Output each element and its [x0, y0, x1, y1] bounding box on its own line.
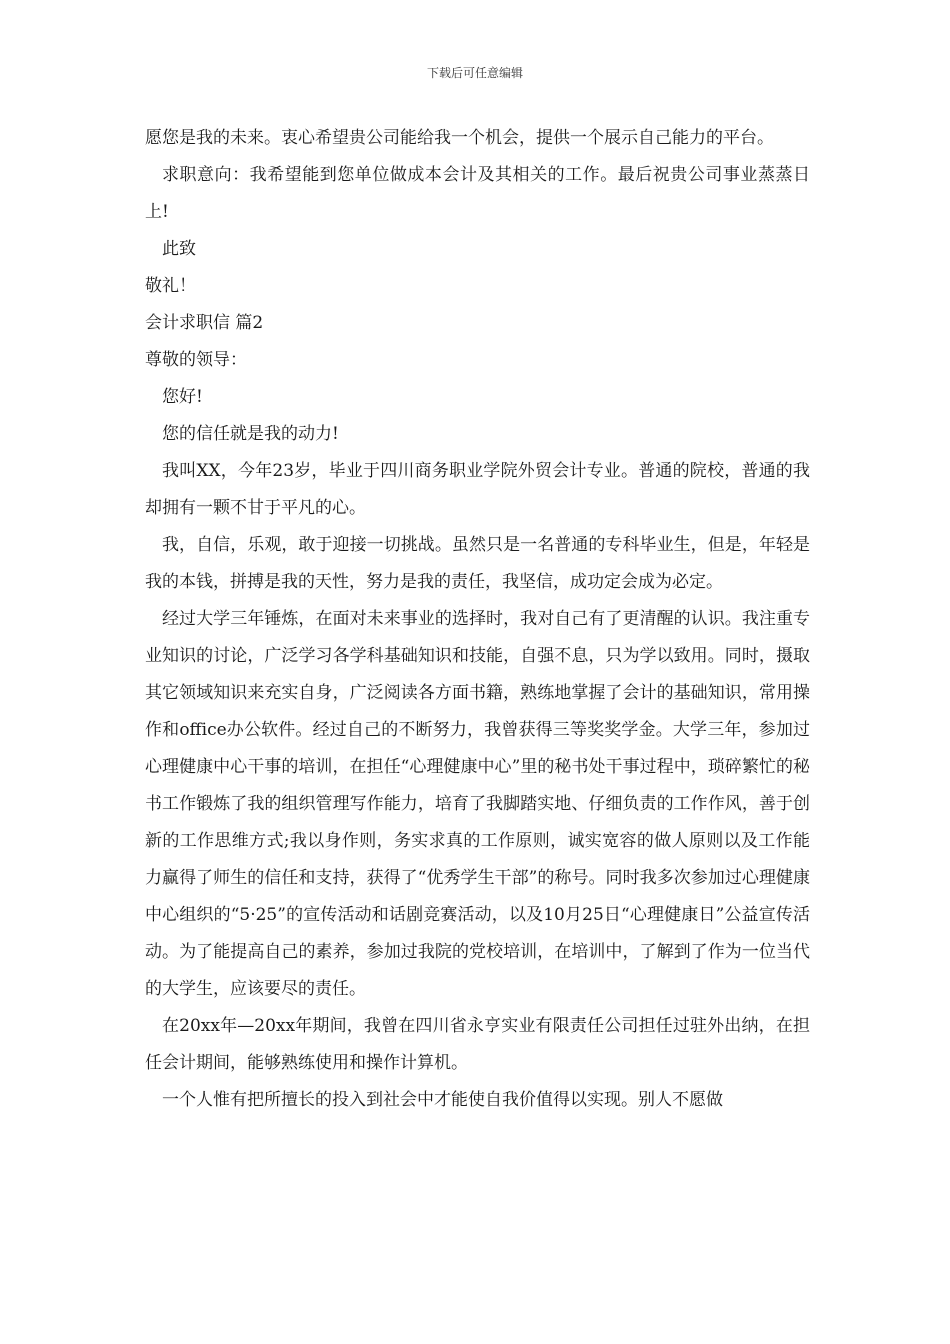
paragraph-hello: 您好!: [162, 387, 203, 407]
paragraph-job-intention: 求职意向：我希望能到您单位做成本会计及其相关的工作。最后祝贵公司事业蒸蒸日上!: [145, 165, 810, 222]
paragraph-university-experience: 经过大学三年锤炼，在面对未来事业的选择时，我对自己有了更清醒的认识。我注重专业知识的讨论，广泛学习各学科基础知识和技能，自强不息，只为学以致用。同时，摄取其它领域知识来充实自身，广泛阅读各方面书籍，熟练地掌握了会计的基础知识，常用操作和office办公软件。经过自己的不断努力，我曾获得三等奖奖学金。大学三年，参加过心理健康中心干事的培训，在担任“心理健康中心”里的秘书处干事过程中，琐碎繁忙的秘书工作锻炼了我的组织管理写作能力，培育了我脚踏实地、仔细负责的工作作风，善于创新的工作思维方式;我以身作则，务实求真的工作原则，诚实宽容的做人原则以及工作能力赢得了师生的信任和支持，获得了“优秀学生干部”的称号。同时我多次参加过心理健康中心组织的“5·25”的宣传活动和话剧竞赛活动，以及10月25日“心理健康日”公益宣传活动。为了能提高自己的素养，参加过我院的党校培训，在培训中，了解到了作为一位当代的大学生，应该要尽的责任。: [145, 609, 810, 999]
page-header: 下载后可任意编辑: [426, 66, 523, 80]
paragraph-salutation-jing-li: 敬礼！: [145, 276, 196, 296]
paragraph-salutation-ci-zhi: 此致: [162, 239, 196, 259]
paragraph-introduction: 我叫XX，今年23岁，毕业于四川商务职业学院外贸会计专业。普通的院校，普通的我却拥有一颗不甘于平凡的心。: [145, 461, 810, 518]
paragraph-work-experience: 在20xx年—20xx年期间，我曾在四川省永亨实业有限责任公司担任过驻外出纳，在担任会计期间，能够熟练使用和操作计算机。: [145, 1016, 810, 1073]
document-body: [145, 120, 810, 1119]
paragraph-greeting-leader: 尊敬的领导：: [145, 350, 247, 370]
paragraph-closing-hope: 愿您是我的未来。衷心希望贵公司能给我一个机会，提供一个展示自己能力的平台。: [145, 128, 774, 148]
paragraph-trust: 您的信任就是我的动力!: [162, 424, 339, 444]
section-heading: 会计求职信 篇2: [145, 313, 264, 333]
paragraph-self-value: 一个人惟有把所擅长的投入到社会中才能使自我价值得以实现。别人不愿做: [162, 1090, 723, 1110]
paragraph-confidence: 我，自信，乐观，敢于迎接一切挑战。虽然只是一名普通的专科毕业生，但是，年轻是我的本钱，拼搏是我的天性，努力是我的责任，我坚信，成功定会成为必定。: [145, 535, 810, 592]
